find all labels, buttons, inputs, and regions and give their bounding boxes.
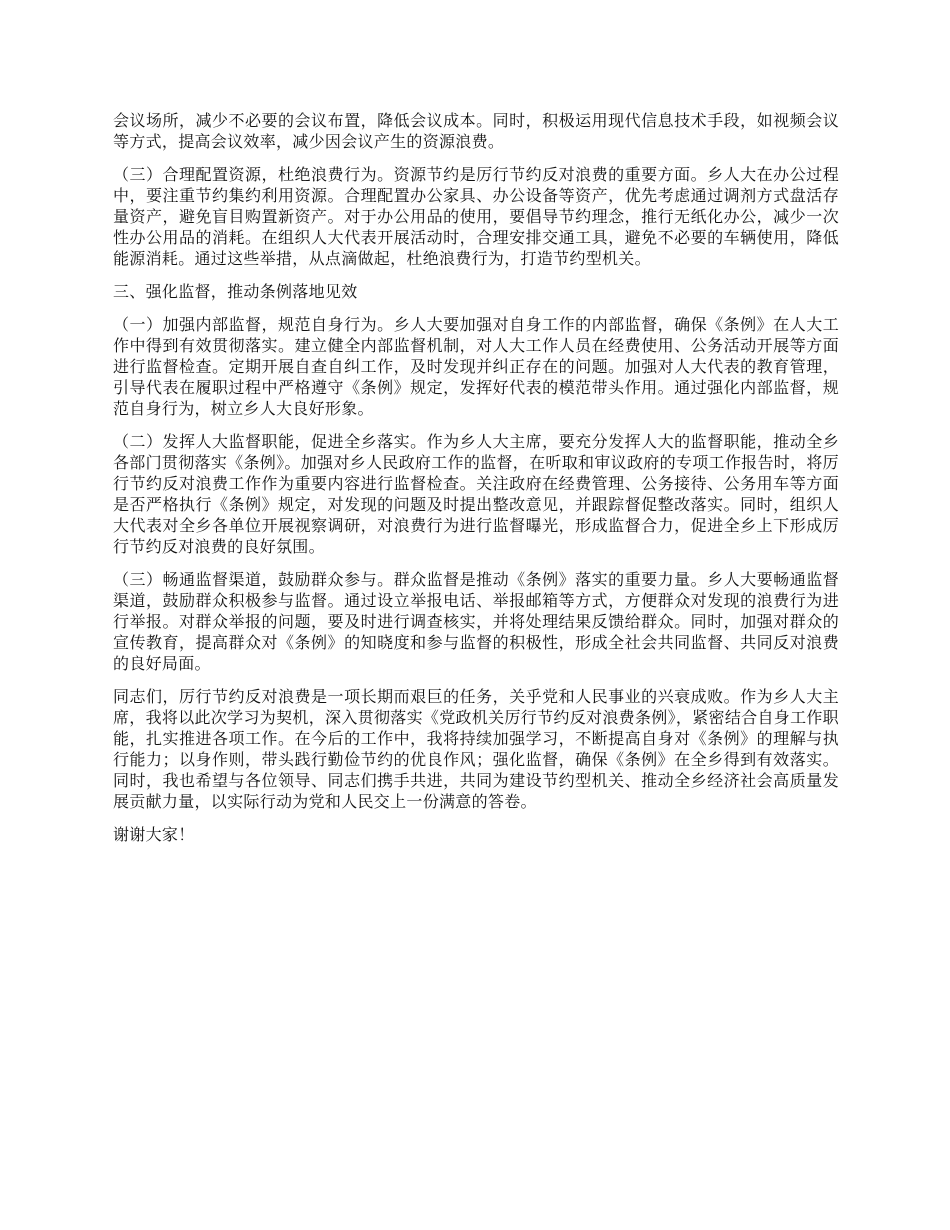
paragraph-meeting-venue: 会议场所，减少不必要的会议布置，降低会议成本。同时，积极运用现代信息技术手段，如视频会议等方式，提高会议效率，减少因会议产生的资源浪费。 (113, 111, 839, 151)
paragraph-thanks: 谢谢大家！ (113, 825, 195, 844)
paragraph-internal-supervision: （一）加强内部监督，规范自身行为。乡人大要加强对自身工作的内部监督，确保《条例》在人大工作中得到有效贯彻落实。建立健全内部监督机制，对人大工作人员在经费使用、公务活动开展等方面进行监督检查。定期开展自查自纠工作，及时发现并纠正存在的问题。加强对人大代表的教育管理，引导代表在履职过程中严格遵守《条例》规定，发挥好代表的模范带头作用。通过强化内部监督，规范自身行为，树立乡人大良好形象。 (113, 315, 839, 418)
paragraph-public-participation: （三）畅通监督渠道，鼓励群众参与。群众监督是推动《条例》落实的重要力量。乡人大要畅通监督渠道，鼓励群众积极参与监督。通过设立举报电话、举报邮箱等方式，方便群众对发现的浪费行为进行举报。对群众举报的问题，要及时进行调查核实，并将处理结果反馈给群众。同时，加强对群众的宣传教育，提高群众对《条例》的知晓度和参与监督的积极性，形成全社会共同监督、共同反对浪费的良好局面。 (113, 570, 839, 673)
document-page (113, 110, 839, 857)
section-heading-supervision: 三、强化监督，推动条例落地见效 (113, 282, 358, 301)
paragraph-closing-remarks: 同志们，厉行节约反对浪费是一项长期而艰巨的任务，关乎党和人民事业的兴衰成败。作为乡人大主席，我将以此次学习为契机，深入贯彻落实《党政机关厉行节约反对浪费条例》，紧密结合自身工作职能，扎实推进各项工作。在今后的工作中，我将持续加强学习，不断提高自身对《条例》的理解与执行能力；以身作则，带头践行勤俭节约的优良作风；强化监督，确保《条例》在全乡得到有效落实。同时，我也希望与各位领导、同志们携手共进，共同为建设节约型机关、推动全乡经济社会高质量发展贡献力量，以实际行动为党和人民交上一份满意的答卷。 (113, 687, 839, 811)
paragraph-resource-allocation: （三）合理配置资源，杜绝浪费行为。资源节约是厉行节约反对浪费的重要方面。乡人大在办公过程中，要注重节约集约利用资源。合理配置办公家具、办公设备等资产，优先考虑通过调剂方式盘活存量资产，避免盲目购置新资产。对于办公用品的使用，要倡导节约理念，推行无纸化办公，减少一次性办公用品的消耗。在组织人大代表开展活动时，合理安排交通工具，避免不必要的车辆使用，降低能源消耗。通过这些举措，从点滴做起，杜绝浪费行为，打造节约型机关。 (113, 165, 839, 268)
paragraph-supervisory-function: （二）发挥人大监督职能，促进全乡落实。作为乡人大主席，要充分发挥人大的监督职能，推动全乡各部门贯彻落实《条例》。加强对乡人民政府工作的监督，在听取和审议政府的专项工作报告时，将厉行节约反对浪费工作作为重要内容进行监督检查。关注政府在经费管理、公务接待、公务用车等方面是否严格执行《条例》规定，对发现的问题及时提出整改意见，并跟踪督促整改落实。同时，组织人大代表对全乡各单位开展视察调研，对浪费行为进行监督曝光，形成监督合力，促进全乡上下形成厉行节约反对浪费的良好氛围。 (113, 432, 839, 556)
